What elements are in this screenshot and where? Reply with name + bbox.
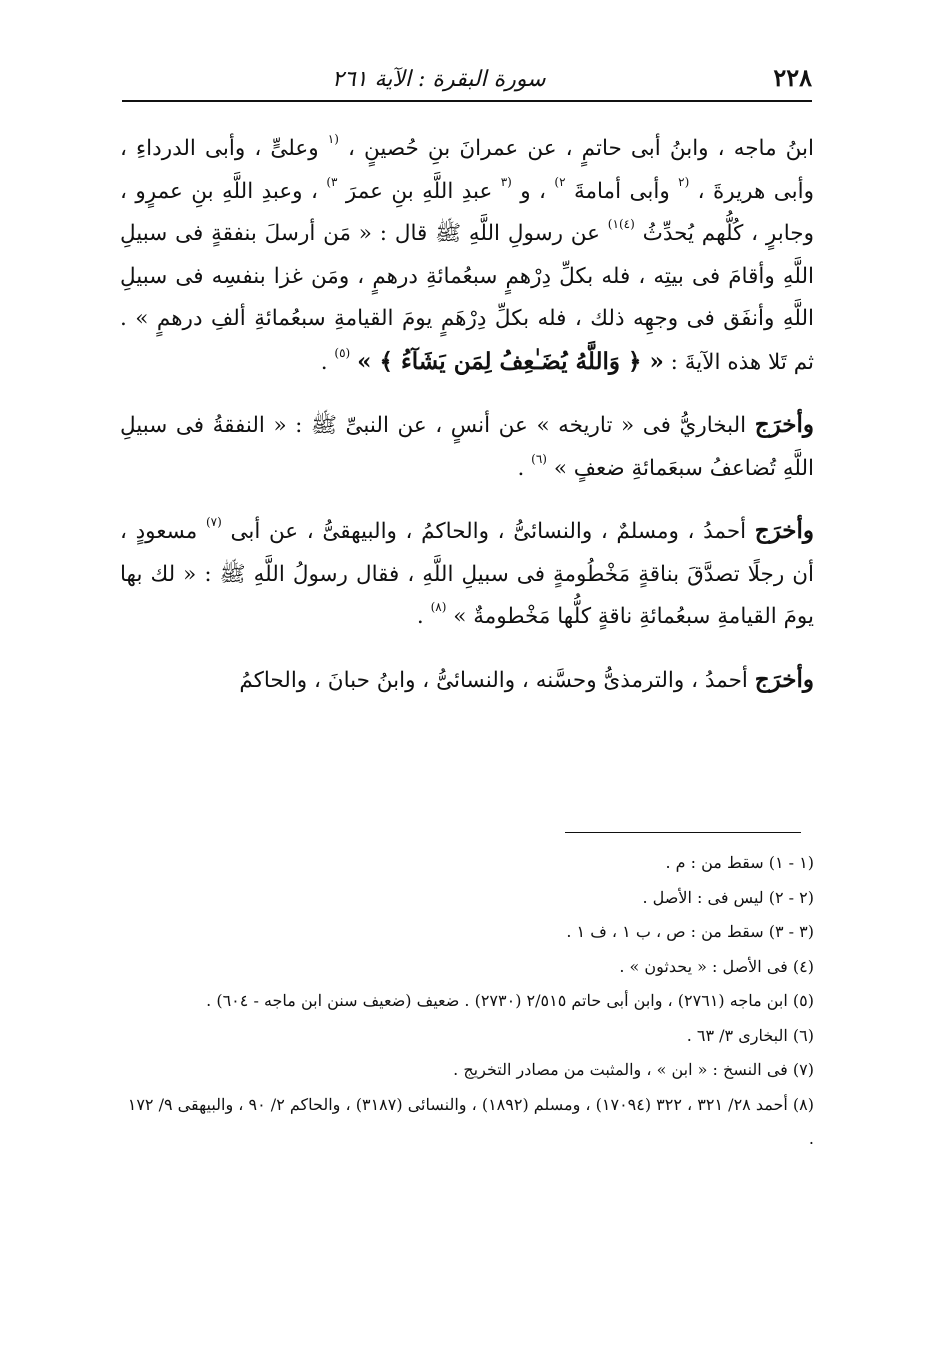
footnote-marker: (٦): [531, 451, 547, 466]
quran-verse: « ﴿ وَاللَّهُ يُضَـٰعِفُ لِمَن يَشَآءُ ﴾ »: [357, 347, 664, 375]
paragraph-4: [120, 659, 814, 703]
footnote-7: (٧) فى النسخ : « ابن » ، والمثبت من مصادر التخريج .: [453, 1060, 814, 1079]
footnotes: [118, 846, 814, 1157]
text-segment: .: [416, 604, 424, 629]
footnote-1: (١ - ١) سقط من : م .: [665, 853, 814, 872]
main-text: [120, 128, 814, 722]
text-segment: ، و: [520, 178, 546, 204]
running-title: سورة البقرة : الآية ٢٦١: [332, 67, 546, 92]
text-segment: ، وعبدِ اللَّهِ بنِ عمرٍو ، وجابرٍ ، كُلُّهم يُحدِّثُ: [120, 178, 814, 246]
paragraph-2: [120, 404, 814, 490]
footnote-3: (٣ - ٣) سقط من : ص ، ب ١ ، ف ١ .: [566, 922, 814, 941]
footnote-marker: ٣): [326, 174, 338, 189]
paragraph-1: [120, 128, 814, 384]
text-segment: .: [320, 349, 328, 375]
paragraph-lead: وأخرَج: [754, 665, 814, 693]
text-segment: أحمدُ ، والترمذىُّ وحسَّنه ، والنسائىُّ ، وابنُ حبانَ ، والحاكمُ: [239, 667, 748, 693]
text-segment: البخاريُّ فى « تاريخه » عن أنسٍ ، عن النبىِّ ﷺ : « النفقةُ فى سبيلِ اللَّهِ تُضاعفُ سبعَمائةِ ضعفٍ »: [120, 413, 814, 481]
text-segment: ابنُ ماجه ، وابنُ أبى حاتمٍ ، عن عمرانَ بنِ حُصينٍ ،: [347, 136, 815, 161]
footnote-5: (٥) ابن ماجه (٢٧٦١) ، وابن أبى حاتم ٢/٥١٥ (٢٧٣٠) . ضعيف (ضعيف سنن ابن ماجه - ٦٠٤) .: [206, 991, 814, 1010]
footnote-8: (٨) أحمد ٢٨/ ٣٢١ ، ٣٢٢ (١٧٠٩٤) ، ومسلم (١٨٩٢) ، والنسائى (٣١٨٧) ، والحاكم ٢/ ٩٠ ، والبيهقى ٩/ ١٧٢ .: [127, 1094, 814, 1148]
text-segment: مسعودٍ ، أن رجلًا تصدَّقَ بناقةٍ مَخْطُومةٍ فى سبيلِ اللَّهِ ، فقال رسولُ اللَّهِ ﷺ : « لك بها يومَ القيامةِ سبعُمائةِ ناقةٍ كلُّها مَخْطومةٌ »: [120, 519, 814, 629]
page-number: ٢٢٨: [773, 63, 812, 92]
footnote-marker: (٤)١): [607, 217, 635, 231]
footnote-marker: (٨): [430, 600, 447, 614]
paragraph-3: [120, 510, 814, 639]
footnote-marker: (٢: [678, 174, 690, 189]
text-segment: وعلىٍّ ، وأبى الدرداءِ ، وأبى هريرةَ ،: [120, 136, 814, 204]
text-segment: أحمدُ ، ومسلمٌ ، والنسائىُّ ، والحاكمُ ، والبيهقىُّ ، عن أبى: [230, 519, 747, 544]
footnote-marker: (٣: [500, 174, 512, 189]
header-rule: [122, 100, 812, 102]
footnote-4: (٤) فى الأصل : « يحدثون » .: [619, 956, 814, 976]
footnote-2: (٢ - ٢) ليس فى : الأصل .: [642, 887, 814, 907]
footnote-marker: (٥): [334, 345, 351, 360]
text-segment: .: [517, 455, 525, 481]
paragraph-lead: وأخرَج: [754, 411, 814, 438]
footnote-rule: [565, 832, 801, 833]
paragraph-lead: وأخرَج: [754, 517, 815, 544]
footnote-marker: (١: [327, 132, 339, 146]
text-segment: عن رسولِ اللَّهِ ﷺ قال : « مَن أرسلَ بنفقةٍ فى سبيلِ اللَّهِ وأقامَ فى بيتِه ، فله بكلِّ دِرْهمٍ سبعُمائةِ درهمٍ ، ومَن غزا بنفسِه فى سبيلِ اللَّهِ وأنفَق فى وجهِه ذلك ، فله بكلِّ دِرْهَمٍ يومَ القيامةِ سبعُمائةِ ألفِ درهمٍ » . ثم تَلا هذه الآيةَ :: [120, 221, 814, 375]
footnote-marker: ٢): [554, 174, 566, 189]
text-segment: وأبى أمامةَ: [573, 178, 670, 204]
footnote-marker: (٧): [205, 515, 222, 529]
text-segment: عبدِ اللَّهِ بنِ عمرَ: [345, 178, 493, 204]
page-header: [122, 52, 812, 92]
footnote-6: (٦) البخارى ٣/ ٦٣ .: [686, 1025, 814, 1045]
